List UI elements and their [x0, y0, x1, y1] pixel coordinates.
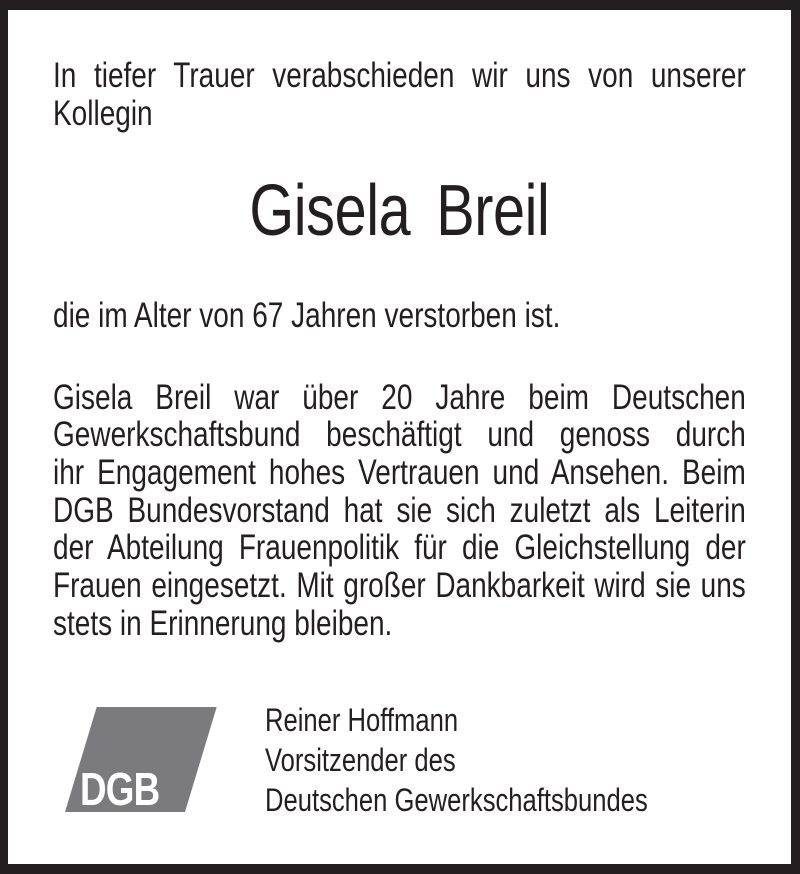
body-line: der Abteilung Frauenpolitik für die Gleichstellung der	[52, 528, 746, 568]
signature-role: Vorsitzender des	[265, 741, 456, 778]
signature-name: Reiner Hoffmann	[265, 701, 459, 738]
intro-line: In tiefer Trauer verabschieden wir uns von unserer	[52, 55, 746, 95]
body-line: ihr Engagement hohes Vertrauen und Ansehen. Beim	[52, 452, 746, 492]
body-line: Gisela Breil war über 20 Jahre beim Deutschen	[52, 377, 746, 417]
obituary-sheet	[8, 10, 791, 864]
intro-paragraph	[53, 57, 746, 132]
body-line: DGB Bundesvorstand hat sie sich zuletzt als Leiterin	[52, 490, 746, 530]
deceased-name: Gisela Breil	[249, 170, 550, 251]
main-paragraph	[53, 379, 746, 643]
signature-organization: Deutschen Gewerkschaftsbundes	[265, 781, 648, 818]
age-line: die im Alter von 67 Jahren verstorben ist.	[52, 295, 561, 335]
dgb-logo-text: DGB	[80, 763, 160, 815]
body-line: Gewerkschaftsbund beschäftigt und genoss durch	[52, 415, 746, 455]
signature-block	[265, 700, 791, 820]
intro-line: Kollegin	[52, 93, 153, 133]
body-line: stets in Erinnerung bleiben.	[52, 603, 393, 643]
body-line: Frauen eingesetzt. Mit großer Dankbarkeit wird sie uns	[52, 566, 746, 606]
